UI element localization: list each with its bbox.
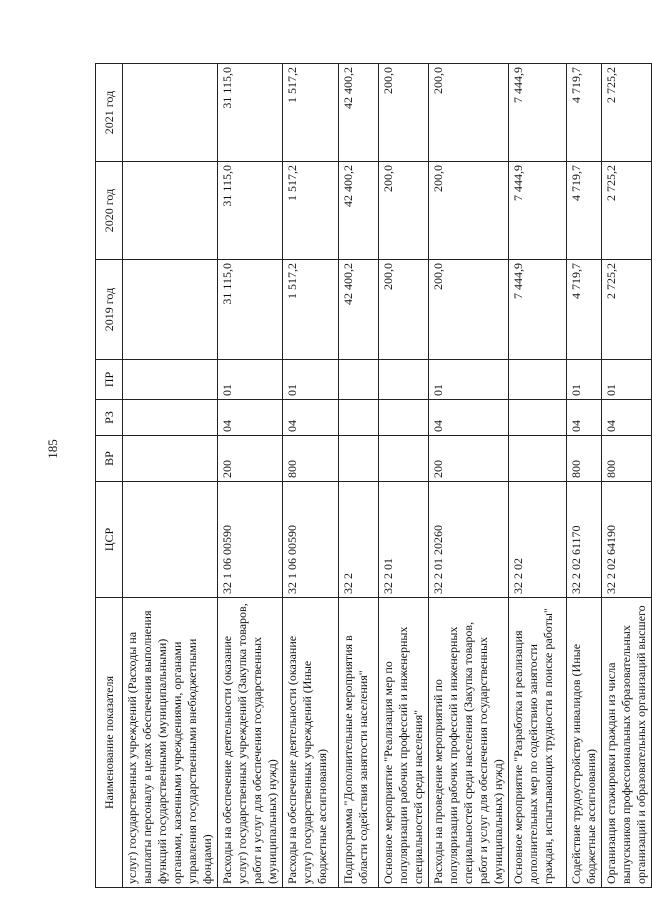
cell-csr: 32 1 06 00590 <box>283 482 339 598</box>
cell-vr <box>123 436 218 482</box>
cell-2020 <box>123 162 218 260</box>
cell-name: Расходы на обеспечение деятельности (оказание услуг) государственных учреждений (Закупка товаров, работ и услуг для обеспечения государственных (муниципальных) нужд) <box>218 598 283 888</box>
cell-pr: 01 <box>567 360 602 400</box>
page-number: 185 <box>45 439 60 459</box>
cell-rz: 04 <box>567 400 602 436</box>
cell-2021: 1 517,2 <box>283 64 339 162</box>
cell-2019: 7 444,9 <box>509 260 567 360</box>
header-2019: 2019 год <box>96 260 123 360</box>
cell-csr: 32 2 01 20260 <box>429 482 509 598</box>
header-pr: ПР <box>96 360 123 400</box>
cell-rz: 04 <box>429 400 509 436</box>
cell-2020: 200,0 <box>429 162 509 260</box>
cell-pr: 01 <box>218 360 283 400</box>
cell-2020: 200,0 <box>379 162 429 260</box>
table-row <box>602 64 652 888</box>
cell-vr: 200 <box>429 436 509 482</box>
table-row <box>429 64 509 888</box>
cell-csr: 32 2 <box>339 482 379 598</box>
cell-2021: 31 115,0 <box>218 64 283 162</box>
cell-2019: 1 517,2 <box>283 260 339 360</box>
cell-rz <box>379 400 429 436</box>
cell-pr <box>509 360 567 400</box>
cell-2019: 200,0 <box>429 260 509 360</box>
table-row <box>339 64 379 888</box>
table-row <box>567 64 602 888</box>
cell-name: Содействие трудоустройству инвалидов (Иные бюджетные ассигнования) <box>567 598 602 888</box>
cell-name: Организация стажировки граждан из числа выпускников профессиональных образовательных организаций и образовательных организаций высшего <box>602 598 652 888</box>
cell-2021: 7 444,9 <box>509 64 567 162</box>
cell-name: услуг) государственных учреждений (Расходы на выплаты персоналу в целях обеспечения выполнения функций государственными (муниципальными) органами, казенными учреждениями, органами управления государственными внебюджетными фондами) <box>123 598 218 888</box>
cell-csr: 32 2 02 <box>509 482 567 598</box>
cell-2021: 2 725,2 <box>602 64 652 162</box>
cell-rz <box>123 400 218 436</box>
table-row <box>218 64 283 888</box>
cell-2021: 42 400,2 <box>339 64 379 162</box>
header-2020: 2020 год <box>96 162 123 260</box>
cell-2021 <box>123 64 218 162</box>
cell-pr: 01 <box>602 360 652 400</box>
cell-2021: 200,0 <box>429 64 509 162</box>
cell-vr <box>509 436 567 482</box>
cell-vr: 800 <box>602 436 652 482</box>
cell-vr <box>379 436 429 482</box>
header-2021: 2021 год <box>96 64 123 162</box>
cell-vr: 800 <box>567 436 602 482</box>
cell-csr: 32 1 06 00590 <box>218 482 283 598</box>
cell-vr: 200 <box>218 436 283 482</box>
cell-2019: 31 115,0 <box>218 260 283 360</box>
cell-vr <box>339 436 379 482</box>
cell-2019: 2 725,2 <box>602 260 652 360</box>
budget-table <box>95 63 652 888</box>
table-row <box>379 64 429 888</box>
cell-2020: 4 719,7 <box>567 162 602 260</box>
cell-csr: 32 2 01 <box>379 482 429 598</box>
cell-2020: 42 400,2 <box>339 162 379 260</box>
cell-rz: 04 <box>218 400 283 436</box>
rotated-table-container <box>95 64 648 888</box>
cell-rz: 04 <box>602 400 652 436</box>
cell-name: Расходы на обеспечение деятельности (оказание услуг) государственных учреждений (Иные бюджетные ассигнования) <box>283 598 339 888</box>
cell-2020: 7 444,9 <box>509 162 567 260</box>
cell-2019: 42 400,2 <box>339 260 379 360</box>
header-vr: ВР <box>96 436 123 482</box>
cell-name: Основное мероприятие "Разработка и реализация дополнительных мер по содействию занятости граждан, испытывающих трудности в поиске работы" <box>509 598 567 888</box>
table-row <box>123 64 218 888</box>
cell-2019 <box>123 260 218 360</box>
cell-2020: 31 115,0 <box>218 162 283 260</box>
cell-2020: 1 517,2 <box>283 162 339 260</box>
cell-2020: 2 725,2 <box>602 162 652 260</box>
cell-vr: 800 <box>283 436 339 482</box>
cell-rz: 04 <box>283 400 339 436</box>
cell-rz <box>339 400 379 436</box>
cell-rz <box>509 400 567 436</box>
table-header-row <box>96 64 123 888</box>
table-row <box>509 64 567 888</box>
cell-2021: 200,0 <box>379 64 429 162</box>
header-name: Наименование показателя <box>96 598 123 888</box>
cell-csr: 32 2 02 61170 <box>567 482 602 598</box>
cell-2019: 4 719,7 <box>567 260 602 360</box>
cell-pr <box>339 360 379 400</box>
header-csr: ЦСР <box>96 482 123 598</box>
cell-pr: 01 <box>283 360 339 400</box>
cell-name: Подпрограмма "Дополнительные мероприятия в области содействия занятости населения" <box>339 598 379 888</box>
cell-name: Расходы на проведение мероприятий по популяризации рабочих профессий и инженерных специальностей среди населения (Закупка товаров, работ и услуг для обеспечения государственных (муниципальных) нужд) <box>429 598 509 888</box>
cell-pr: 01 <box>429 360 509 400</box>
header-rz: РЗ <box>96 400 123 436</box>
cell-2021: 4 719,7 <box>567 64 602 162</box>
cell-csr <box>123 482 218 598</box>
cell-pr <box>123 360 218 400</box>
cell-pr <box>379 360 429 400</box>
cell-2019: 200,0 <box>379 260 429 360</box>
cell-name: Основное мероприятие "Реализация мер по популяризации рабочих профессий и инженерных специальностей среди населения" <box>379 598 429 888</box>
table-row <box>283 64 339 888</box>
cell-csr: 32 2 02 64190 <box>602 482 652 598</box>
